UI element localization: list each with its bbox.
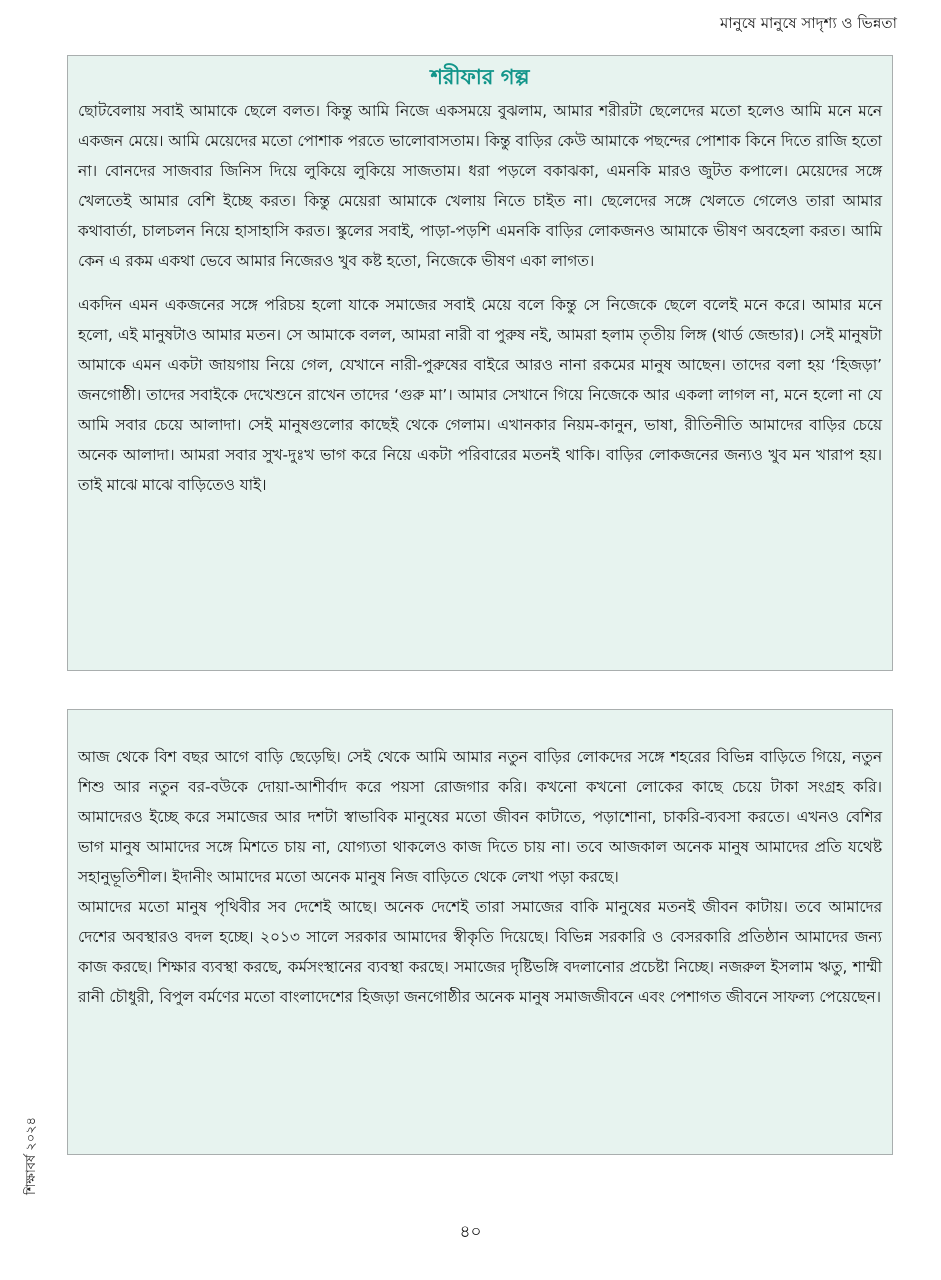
story-paragraph: একদিন এমন একজনের সঙ্গে পরিচয় হলো যাকে সমাজের সবাই মেয়ে বলে কিন্তু সে নিজেকে ছেলে বলেই মনে করে। আমার মনে হলো, এই মানুষটাও আমার মতন। সে আমাকে বলল, আমরা নারী বা পুরুষ নই, আমরা হলাম তৃতীয় লিঙ্গ (থার্ড জেন্ডার)। সেই মানুষটা আমাকে এমন একটা জায়গায় নিয়ে গেল, যেখানে নারী-পুরুষের বাইরে আরও নানা রকমের মানুষ আছেন। তাদের বলা হয় ‘হিজড়া’ জনগোষ্ঠী। তাদের সবাইকে দেখেশুনে রাখেন তাদের ‘গুরু মা’। আমার সেখানে গিয়ে নিজেকে আর একলা লাগল না, মনে হলো না যে আমি সবার চেয়ে আলাদা। সেই মানুষগুলোর কাছেই থেকে গেলাম। এখানকার নিয়ম-কানুন, ভাষা, রীতিনীতি আমাদের বাড়ির চেয়ে অনেক আলাদা। আমরা সবার সুখ-দুঃখ ভাগ করে নিয়ে একটা পরিবারের মতনই থাকি। বাড়ির লোকজনের জন্যও খুব মন খারাপ হয়। তাই মাঝে মাঝে বাড়িতেও যাই।: [78, 296, 882, 494]
story-title: শরীফার গল্প: [430, 65, 530, 89]
page-number: ৪০: [459, 1222, 482, 1242]
story-paragraph: ছোটবেলায় সবাই আমাকে ছেলে বলত। কিন্তু আমি নিজে একসময়ে বুঝলাম, আমার শরীরটা ছেলেদের মতো হলেও আমি মনে মনে একজন মেয়ে। আমি মেয়েদের মতো পোশাক পরতে ভালোবাসতাম। কিন্তু বাড়ির কেউ আমাকে পছন্দের পোশাক কিনে দিতে রাজি হতো না। বোনদের সাজবার জিনিস দিয়ে লুকিয়ে লুকিয়ে সাজতাম। ধরা পড়লে বকাঝকা, এমনকি মারও জুটত কপালে। মেয়েদের সঙ্গে খেলতেই আমার বেশি ইচ্ছে করত। কিন্তু মেয়েরা আমাকে খেলায় নিতে চাইত না। ছেলেদের সঙ্গে খেলতে গেলেও তারা আমার কথাবার্তা, চালচলন নিয়ে হাসাহাসি করত। স্কুলের সবাই, পাড়া-পড়শি এমনকি বাড়ির লোকজনও আমাকে ভীষণ অবহেলা করত। আমি কেন এ রকম একথা ভেবে আমার নিজেরও খুব কষ্ট হতো, নিজেকে ভীষণ একা লাগত।: [78, 102, 882, 270]
continuation-paragraph: আজ থেকে বিশ বছর আগে বাড়ি ছেড়েছি। সেই থেকে আমি আমার নতুন বাড়ির লোকদের সঙ্গে শহরের বিভিন্ন বাড়িতে গিয়ে, নতুন শিশু আর নতুন বর-বউকে দোয়া-আশীর্বাদ করে পয়সা রোজগার করি। কখনো কখনো লোকের কাছে চেয়ে টাকা সংগ্রহ করি। আমাদেরও ইচ্ছে করে সমাজের আর দশটা স্বাভাবিক মানুষের মতো জীবন কাটাতে, পড়াশোনা, চাকরি-ব্যবসা করতে। এখনও বেশির ভাগ মানুষ আমাদের সঙ্গে মিশতে চায় না, যোগ্যতা থাকলেও কাজ দিতে চায় না। তবে আজকাল অনেক মানুষ আমাদের প্রতি যথেষ্ট সহানুভূতিশীল। ইদানীং আমাদের মতো অনেক মানুষ নিজ বাড়িতে থেকে লেখা পড়া করছে।: [78, 748, 882, 886]
edition-label: শিক্ষাবর্ষ ২০২৪: [24, 1116, 39, 1195]
continuation-paragraph: আমাদের মতো মানুষ পৃথিবীর সব দেশেই আছে। অনেক দেশেই তারা সমাজের বাকি মানুষের মতনই জীবন কাটায়। তবে আমাদের দেশের অবস্থারও বদল হচ্ছে। ২০১৩ সালে সরকার আমাদের স্বীকৃতি দিয়েছে। বিভিন্ন সরকারি ও বেসরকারি প্রতিষ্ঠান আমাদের জন্য কাজ করছে। শিক্ষার ব্যবস্থা করছে, কর্মসংস্থানের ব্যবস্থা করছে। সমাজের দৃষ্টিভঙ্গি বদলানোর প্রচেষ্টা নিচ্ছে। নজরুল ইসলাম ঋতু, শাম্মী রানী চৌধুরী, বিপুল বর্মণের মতো বাংলাদেশের হিজড়া জনগোষ্ঠীর অনেক মানুষ সমাজজীবনে এবং পেশাগত জীবনে সাফল্য পেয়েছেন।: [78, 898, 882, 1006]
continuation-box: [67, 709, 893, 1155]
story-box: [67, 55, 893, 671]
running-header: মানুষে মানুষে সাদৃশ্য ও ভিন্নতা: [720, 14, 897, 32]
